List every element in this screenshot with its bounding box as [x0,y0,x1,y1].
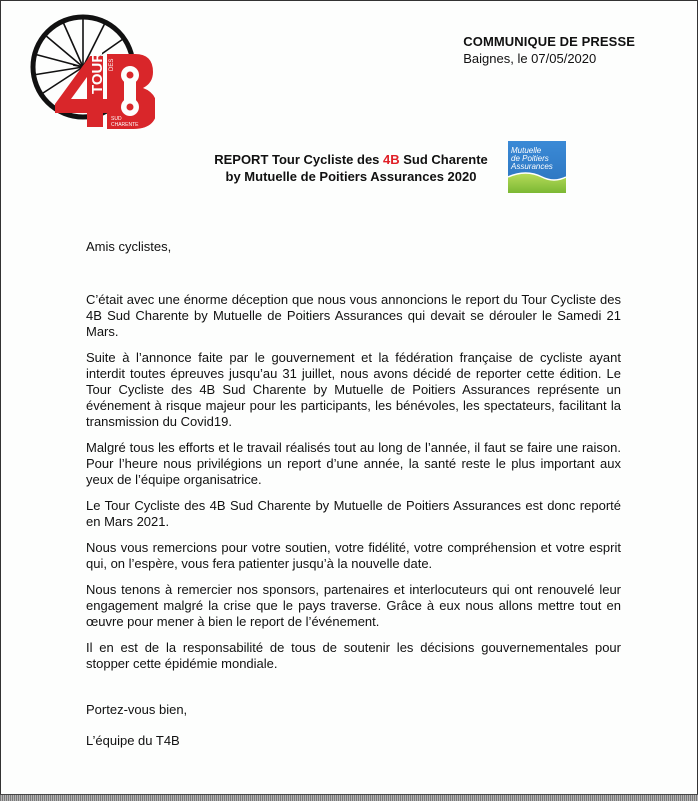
press-title: COMMUNIQUE DE PRESSE [463,34,635,49]
press-header [463,34,635,66]
paragraph: Nous vous remercions pour votre soutien, votre fidélité, votre compréhension et votre esprit qui, on l’espère, vous fera patienter jusqu’à la nouvelle date. [86,540,621,571]
paragraph: Nous tenons à remercier nos sponsors, partenaires et interlocuteurs qui ont renouvelé leur engagement malgré la crise que le pays traverse. Grâce à eux nous allons mettre tout en œuvre pour mener à bien le report de l’événement. [86,582,621,629]
greeting: Amis cyclistes, [86,239,172,254]
logo-charente-text: CHARENTE [111,122,139,128]
headline-line-2: by Mutuelle de Poitiers Assurances 2020 [225,169,477,184]
paragraph: Malgré tous les efforts et le travail réalisés tout au long de l’année, il faut se faire une raison. Pour l’heure nous privilégions un report d’une année, la santé reste le plus important aux yeux de l’équipe organisatrice. [86,440,621,487]
closing: Portez-vous bien, [86,702,188,717]
logo-tour-text: TOUR [89,51,106,94]
headline [201,151,501,185]
sponsor-line-2: de Poitiers [511,154,549,163]
paragraph: Le Tour Cycliste des 4B Sud Charente by Mutuelle de Poitiers Assurances est donc reporté en Mars 2021. [86,498,621,529]
paragraph: Il en est de la responsabilité de tous de soutenir les décisions gouvernementales pour stopper cette épidémie mondiale. [86,640,621,671]
tour-des-4b-logo [15,9,155,134]
signature: L’équipe du T4B [86,733,180,748]
letter-body [86,239,621,682]
logo-des-text: DES [109,58,115,71]
paragraph: Suite à l’annonce faite par le gouvernement et la fédération française de cycliste ayant interdit toutes épreuves jusqu’au 31 juillet, nous avons décidé de reporter cette édition. Le Tour Cycliste des 4B Sud Charente by Mutuelle de Poitiers Assurances représente un événement à risque majeur pour les participants, les bénévoles, les spectateurs, facilitant la transmission du Covid19. [86,350,621,429]
headline-prefix: REPORT Tour Cycliste des [214,152,384,167]
headline-accent: 4B [383,152,400,167]
sponsor-line-3: Assurances [511,162,553,171]
paragraph: C’était avec une énorme déception que nous vous annoncions le report du Tour Cycliste des 4B Sud Charente by Mutuelle de Poitiers Assurances qui devait se dérouler le Samedi 21 Mars. [86,292,621,339]
logo-sud-text: SUD [111,116,122,122]
sponsor-line-1: Mutuelle [511,146,542,155]
place-date: Baignes, le 07/05/2020 [463,51,597,66]
mutuelle-de-poitiers-logo [506,139,568,195]
headline-line-1 [201,151,501,168]
headline-suffix: Sud Charente [399,152,488,167]
